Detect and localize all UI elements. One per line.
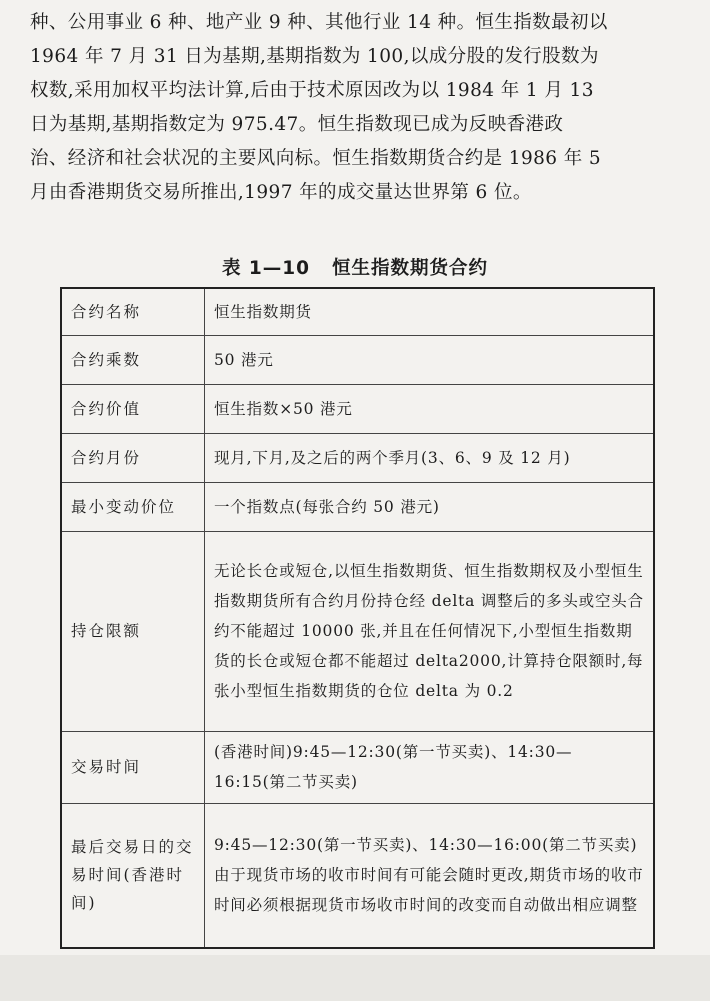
row-value: 无论长仓或短仓,以恒生指数期货、恒生指数期权及小型恒生指数期货所有合约月份持仓经 delta 调整后的多头或空头合约不能超过 10000 张,并且在任何情况下,小型恒生指数期货的长仓或短仓都不能超过 delta2000,计算持仓限额时,每张小型恒生指数期货的仓位 delta 为 0.2 bbox=[205, 531, 655, 731]
row-label: 最后交易日的交易时间(香港时间) bbox=[61, 803, 205, 948]
row-label: 最小变动价位 bbox=[61, 482, 205, 531]
paragraph-line: 日为基期,基期指数定为 975.47。恒生指数现已成为反映香港政 bbox=[30, 114, 564, 135]
row-label: 合约价值 bbox=[61, 384, 205, 433]
row-label: 交易时间 bbox=[61, 731, 205, 803]
table-row bbox=[61, 335, 654, 384]
table-caption bbox=[0, 254, 710, 280]
paragraph-line: 1964 年 7 月 31 日为基期,基期指数为 100,以成分股的发行股数为 bbox=[30, 46, 599, 67]
row-label: 合约月份 bbox=[61, 433, 205, 482]
row-label: 合约名称 bbox=[61, 288, 205, 335]
row-value: 9:45—12:30(第一节买卖)、14:30—16:00(第二节买卖)由于现货市场的收市时间有可能会随时更改,期货市场的收市时间必须根据现货市场收市时间的改变而自动做出相应调整 bbox=[205, 803, 655, 948]
paragraph-line: 月由香港期货交易所推出,1997 年的成交量达世界第 6 位。 bbox=[30, 182, 532, 203]
table-title: 恒生指数期货合约 bbox=[332, 258, 489, 279]
row-value: 恒生指数×50 港元 bbox=[205, 384, 655, 433]
row-value: 一个指数点(每张合约 50 港元) bbox=[205, 482, 655, 531]
row-label: 持仓限额 bbox=[61, 531, 205, 731]
row-value: 50 港元 bbox=[205, 335, 655, 384]
paragraph-line: 治、经济和社会状况的主要风向标。恒生指数期货合约是 1986 年 5 bbox=[30, 148, 602, 169]
table-number: 表 1—10 bbox=[221, 258, 311, 279]
page-bottom-shade bbox=[0, 955, 710, 1001]
table-row bbox=[61, 803, 654, 948]
table-row bbox=[61, 531, 654, 731]
table-row bbox=[61, 731, 654, 803]
table-row bbox=[61, 288, 654, 335]
table-row bbox=[61, 384, 654, 433]
paragraph-line: 权数,采用加权平均法计算,后由于技术原因改为以 1984 年 1 月 13 bbox=[30, 80, 594, 101]
table-row bbox=[61, 482, 654, 531]
body-paragraph bbox=[30, 6, 684, 210]
row-value: 恒生指数期货 bbox=[205, 288, 655, 335]
row-value: (香港时间)9:45—12:30(第一节买卖)、14:30—16:15(第二节买卖) bbox=[205, 731, 655, 803]
contract-spec-table bbox=[60, 287, 655, 949]
paragraph-line: 种、公用事业 6 种、地产业 9 种、其他行业 14 种。恒生指数最初以 bbox=[30, 12, 608, 33]
row-value: 现月,下月,及之后的两个季月(3、6、9 及 12 月) bbox=[205, 433, 655, 482]
row-label: 合约乘数 bbox=[61, 335, 205, 384]
table-row bbox=[61, 433, 654, 482]
